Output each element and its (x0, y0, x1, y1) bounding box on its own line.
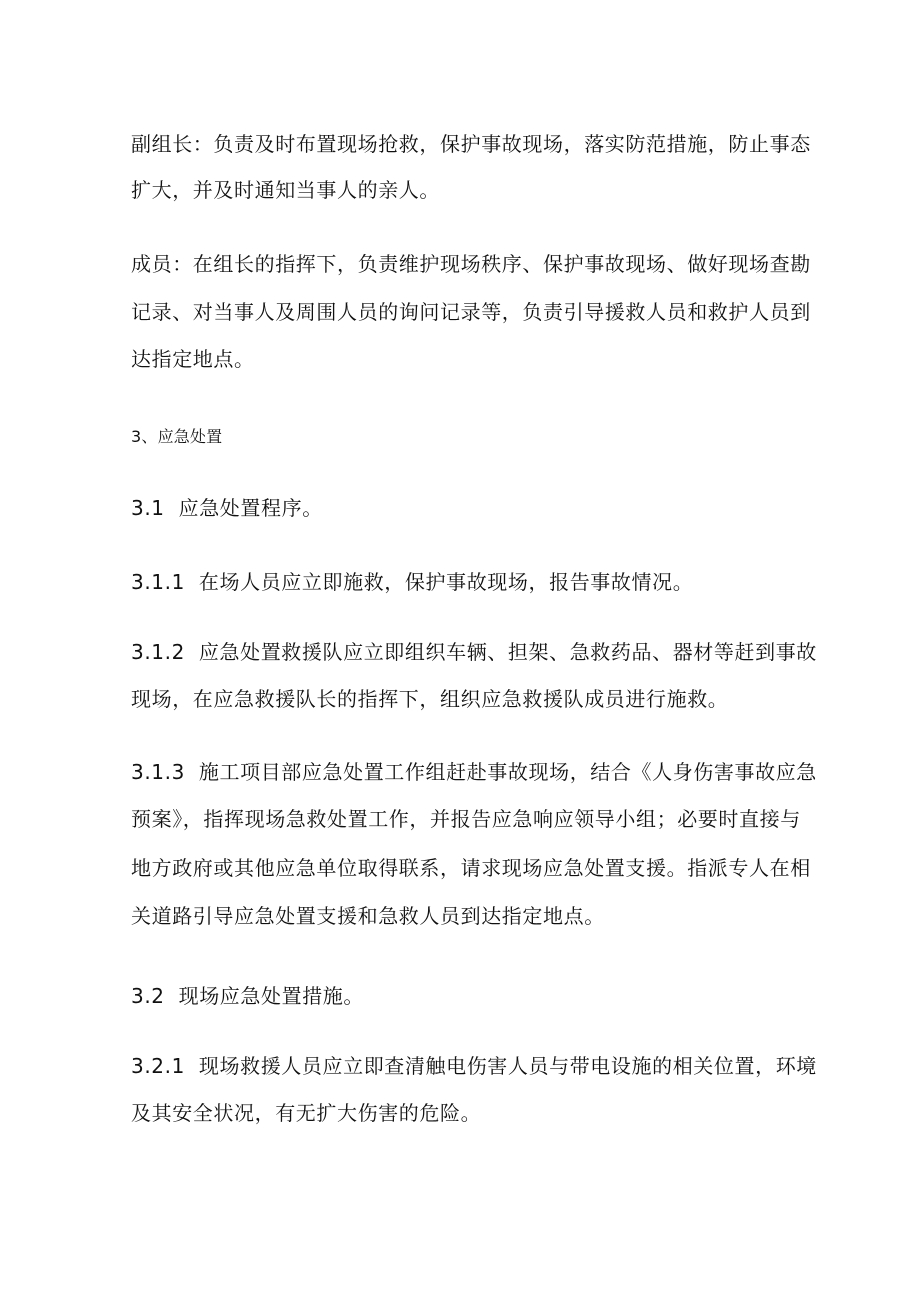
section-3-1-3-line-4: 关道路引导应急处置支援和急救人员到达指定地点。 (131, 904, 605, 928)
section-3-1-1 (131, 569, 693, 595)
paragraph-deputy-leader-line-2: 扩大，并及时通知当事人的亲人。 (131, 178, 440, 202)
section-3-1-3-text-1: 施工项目部应急处置工作组赶赴事故现场，结合《人身伤害事故应急 (198, 760, 817, 784)
section-3-2-1-line-2: 及其安全状况，有无扩大伤害的危险。 (131, 1101, 482, 1125)
section-3-1-2-text-1: 应急处置救援队应立即组织车辆、担架、急救药品、器材等赶到事故 (198, 640, 817, 664)
paragraph-members-line-2: 记录、对当事人及周围人员的询问记录等，负责引导援救人员和救护人员到 (131, 300, 811, 324)
section-3-1-3-number: 3.1.3 (131, 760, 185, 784)
paragraph-members-line-3: 达指定地点。 (131, 347, 255, 371)
section-3-1-3-line-3: 地方政府或其他应急单位取得联系，请求现场应急处置支援。指派专人在相 (131, 856, 811, 880)
section-3-2-number: 3.2 (131, 984, 165, 1008)
section-3-heading: 3、应急处置 (131, 427, 223, 446)
section-3-2-text: 现场应急处置措施。 (178, 984, 365, 1008)
section-3-1-1-number: 3.1.1 (131, 570, 185, 594)
section-3-1-3-line-1 (131, 759, 817, 785)
section-3-2-1-number: 3.2.1 (131, 1054, 185, 1078)
section-3-2 (131, 983, 364, 1009)
section-3-1-number: 3.1 (131, 496, 165, 520)
section-3-1-2-line-1 (131, 639, 817, 665)
section-3-1-3-line-2: 预案》，指挥现场急救处置工作，并报告应急响应领导小组；必要时直接与 (131, 807, 801, 831)
paragraph-members-line-1: 成员：在组长的指挥下，负责维护现场秩序、保护事故现场、做好现场查勘 (131, 252, 811, 276)
section-3-1-text: 应急处置程序。 (178, 496, 323, 520)
section-3-2-1-line-1 (131, 1053, 817, 1079)
section-3-1-1-text: 在场人员应立即施救，保护事故现场，报告事故情况。 (198, 570, 694, 594)
section-3-2-1-text-1: 现场救援人员应立即查清触电伤害人员与带电设施的相关位置，环境 (198, 1054, 817, 1078)
paragraph-deputy-leader-line-1: 副组长：负责及时布置现场抢救，保护事故现场，落实防范措施，防止事态 (131, 132, 811, 156)
section-3-1-2-number: 3.1.2 (131, 640, 185, 664)
section-3-1 (131, 495, 323, 521)
section-3-1-2-line-2: 现场，在应急救援队长的指挥下，组织应急救援队成员进行施救。 (131, 687, 729, 711)
